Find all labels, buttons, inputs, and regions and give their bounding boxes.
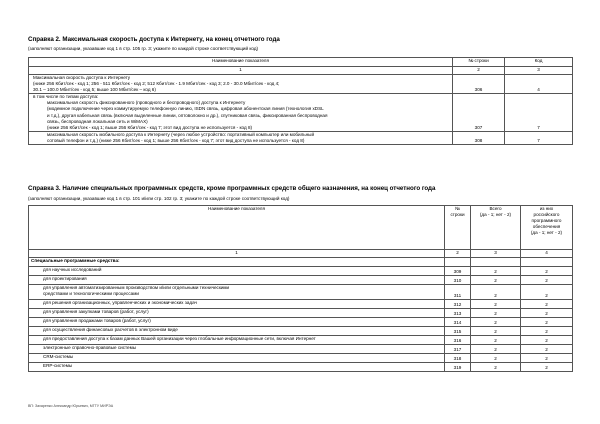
table-row — [29, 285, 573, 300]
row-code: 7 — [505, 131, 573, 144]
row-label: для осуществления финансовых расчетов в электронном виде — [29, 327, 445, 336]
row-label: для управления закупками товаров (работ, услуг) — [29, 309, 445, 318]
row-russian: 2 — [521, 285, 573, 300]
row-number: 309 — [445, 267, 471, 276]
colnum: 1 — [29, 250, 445, 258]
row-label: для предоставления доступа к базам данных Вашей организации через глобальные информационные сети, включая Интернет — [29, 336, 445, 345]
row-code: 4 — [505, 75, 573, 94]
row-number: 313 — [445, 309, 471, 318]
row-text: 30.1 – 100.0 Мбит/сек - код 5; выше 100 Мбит/сек – код 6) — [33, 87, 156, 93]
row-text: Максимальная скорость доступа к Интернету — [33, 75, 131, 80]
row-label: для научных исследований — [29, 267, 445, 276]
table-row — [29, 345, 573, 354]
column-number-row — [29, 250, 573, 258]
colnum: 2 — [445, 250, 471, 258]
row-text: и т.д.), другая кабельная связь (включая выделенные линии, оптоволокно и др.), спутниковая связь, фиксированная беспроводная — [47, 112, 328, 118]
colnum: 3 — [471, 250, 521, 258]
row-text: сотовый телефон и т.д.) (ниже 256 Кбит/сек - код 1; выше 256 Кбит/сек - код 7; этот вид доступа не используется - код 8) — [47, 137, 305, 143]
row-number: 315 — [445, 327, 471, 336]
row-text: максимальная скорость фиксированного (проводного и беспроводного) доступа к Интернету — [47, 100, 246, 106]
row-number: 306 — [453, 75, 505, 94]
row-russian: 2 — [521, 267, 573, 276]
row-label: для управления автоматизированным производством и/или отдельными техническими средствами и технологическими процессами — [29, 285, 445, 300]
row-number: 318 — [445, 354, 471, 363]
row-label — [29, 94, 453, 132]
row-number: 310 — [445, 276, 471, 285]
table-row — [29, 336, 573, 345]
row-label: для управления продажами товаров (работ, услуг) — [29, 318, 445, 327]
row-number: 311 — [445, 285, 471, 300]
header-row-number: № строки — [445, 206, 471, 250]
row-russian: 2 — [521, 300, 573, 309]
section2-table — [28, 57, 573, 145]
row-total: 2 — [471, 267, 521, 276]
row-number: 312 — [445, 300, 471, 309]
row-total: 2 — [471, 276, 521, 285]
row-total: 2 — [471, 300, 521, 309]
row-russian: 2 — [521, 345, 573, 354]
table-row — [29, 327, 573, 336]
row-russian: 2 — [521, 276, 573, 285]
table-row — [29, 267, 573, 276]
row-total: 2 — [471, 285, 521, 300]
header-total: Всего (да - 1; нет - 2) — [471, 206, 521, 250]
page-footer: ВП: Захаренко Александр Юрьевич, МГТУ МИРЭА — [28, 404, 114, 408]
row-text: максимальная скорость мобильного доступа к Интернету (через любое устройство: портативный компьютер или мобильный — [47, 131, 315, 137]
table-header-row — [29, 58, 573, 67]
table-header-row — [29, 206, 573, 250]
header-code: Код — [505, 58, 573, 67]
table-row — [29, 318, 573, 327]
colnum: 2 — [453, 67, 505, 75]
header-russian-software: из них российского программного обеспечения (да - 1; нет - 2) — [521, 206, 573, 250]
row-text: в том числе по типам доступа: — [33, 94, 99, 100]
table-row — [29, 94, 573, 132]
row-text: (модемное подключение через коммутируемую телефонную линию, ISDN связь, цифровая абонентская линия (технология xDSL — [47, 106, 324, 112]
table-row — [29, 354, 573, 363]
section3-note: (заполняют организации, указавшие код 1 в стр. 101 и/или стр. 102 гр. 3; укажите по каждой строке соответствующий код) — [28, 196, 290, 201]
row-russian: 2 — [521, 336, 573, 345]
row-text: (ниже 256 Кбит/сек - код 1; выше 256 Кбит/сек - код 7; этот вид доступа не используется - код 8) — [47, 124, 253, 130]
row-russian: 2 — [521, 327, 573, 336]
row-total: 2 — [471, 354, 521, 363]
row-total: 2 — [471, 327, 521, 336]
row-russian: 2 — [521, 309, 573, 318]
row-russian: 2 — [521, 354, 573, 363]
section3-title: Справка 3. Наличие специальных программных средств, кроме программных средств общего назначения, на конец отчетного года — [28, 185, 436, 192]
row-label — [29, 131, 453, 144]
group-label: Специальные программные средства: — [29, 258, 445, 267]
row-label: CRM-системы — [29, 354, 445, 363]
section2-note: (заполняют организации, указавшие код 1 в стр. 105 гр. 3; укажите по каждой строке соответствующий код) — [28, 46, 259, 51]
row-number: 314 — [445, 318, 471, 327]
row-code: 7 — [505, 94, 573, 132]
row-number: 307 — [453, 94, 505, 132]
table-row — [29, 309, 573, 318]
group-label-row — [29, 258, 573, 267]
row-number: 308 — [453, 131, 505, 144]
table-row — [29, 75, 573, 94]
row-label: для решения организационных, управленческих и экономических задач — [29, 300, 445, 309]
row-russian: 2 — [521, 363, 573, 372]
row-label: для проектирования — [29, 276, 445, 285]
section2-title: Справка 2. Максимальная скорость доступа к Интернету, на конец отчетного года — [28, 36, 280, 43]
row-label: ERP-системы — [29, 363, 445, 372]
row-text: связь, беспроводная локальная сеть и WiMAX) — [47, 118, 148, 124]
row-total: 2 — [471, 363, 521, 372]
column-number-row — [29, 67, 573, 75]
table-row — [29, 276, 573, 285]
row-number: 317 — [445, 345, 471, 354]
colnum: 1 — [29, 67, 453, 75]
table-row — [29, 363, 573, 372]
header-name: Наименование показателя — [29, 206, 445, 250]
colnum: 4 — [521, 250, 573, 258]
table-row — [29, 131, 573, 144]
row-total: 2 — [471, 336, 521, 345]
row-number: 316 — [445, 336, 471, 345]
table-row — [29, 300, 573, 309]
row-text: (ниже 256 Кбит/сек - код 1; 256 - 511 Кбит/сек - код 2; 512 Кбит/сек - 1.9 Мбит/сек - код 3; 2.0 - 30.0 Мбит/сек - код 4; — [33, 81, 280, 87]
row-russian: 2 — [521, 318, 573, 327]
row-label: электронные справочно-правовые системы — [29, 345, 445, 354]
row-total: 2 — [471, 318, 521, 327]
header-row-number: № строки — [453, 58, 505, 67]
colnum: 3 — [505, 67, 573, 75]
header-name: Наименование показателя — [29, 58, 453, 67]
section3-table — [28, 205, 573, 372]
row-total: 2 — [471, 309, 521, 318]
row-total: 2 — [471, 345, 521, 354]
row-label — [29, 75, 453, 94]
row-number: 319 — [445, 363, 471, 372]
